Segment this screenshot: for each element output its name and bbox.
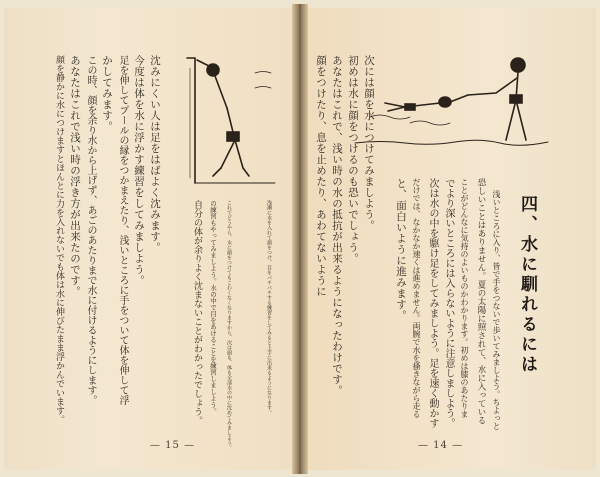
text-line: の練習もやってみましよう。水の中で目をあけることを練習しましよう。 bbox=[209, 200, 217, 415]
book-gutter bbox=[292, 4, 308, 474]
swimmers-illustration bbox=[350, 45, 550, 160]
page-number: — 15 — bbox=[150, 440, 196, 451]
text-line: 初めは水に顔をつけるのも恐いでしょう。 bbox=[347, 55, 359, 264]
text-line: あなたはこれで浅い時の浮き方が出来たのです。 bbox=[69, 55, 81, 297]
text-line: 自分の体が余りよく沈まないことがわかったでしょう。 bbox=[192, 200, 202, 425]
text-line: 足を伸してプールの縁をつかまえたり、浅いところに手をついて体を伸して浮 bbox=[117, 55, 128, 405]
text-line: 沈みにくい人は足をはばよく沈みます。 bbox=[149, 55, 161, 253]
text-line: 次には顔を水につけてみましよう。 bbox=[363, 55, 375, 231]
text-line: 浅いところに入り、皆で手をつないで歩いてみましよう。ちよっと bbox=[492, 190, 501, 430]
text-line: でより深いところには入らないように注意しましよう。 bbox=[443, 178, 454, 428]
text-line: かしてみます。 bbox=[101, 55, 113, 132]
text-line: これでどうやら、水に顔をつけてもこわくなくなりますから、次は頭も、体も全部水の中に沈めてみましよう。 bbox=[226, 200, 232, 450]
text-line: 次は水の中を駆け足をしてみましよう。足を速く動かす bbox=[427, 178, 438, 428]
text-line: ことがどんなに気持のよいものかわかります。初めは膝のあたりま bbox=[460, 178, 469, 418]
text-line: 浅瀬に水を入れて顔をつけ、目をパチパチする練習をしてみると上手に出来るようになります。 bbox=[266, 200, 272, 415]
pool-wall-diver-illustration bbox=[165, 48, 280, 188]
text-line: 顔を静かに水につけますとほんとに力を入れないでも体は水に伸びたまま浮かんでいます。 bbox=[54, 55, 64, 424]
page-number: — 14 — bbox=[418, 440, 464, 451]
text-line: だけでは、なかなか速くは進めません。両腕で水を搔きながら走る bbox=[412, 178, 421, 418]
text-line: 今度は体を水に浮かす練習をしてみましよう。 bbox=[133, 55, 145, 286]
section-heading: 四、水に馴れるには bbox=[517, 195, 537, 375]
text-line: あなたはこれで、浅い時の水の抵抗が出来るようになったわけです。 bbox=[331, 55, 343, 396]
text-line: 恐しいことはありません。夏の太陽に照されて、水に入っている bbox=[476, 178, 486, 425]
text-line: この時、顔を余り水から上げず、あごのあたりまで水に付けるようにします。 bbox=[85, 55, 96, 405]
text-line: と、面白いように進みます。 bbox=[395, 178, 407, 321]
text-line: 顔をつけたり、息を止めたり、あわてないように bbox=[315, 55, 327, 297]
